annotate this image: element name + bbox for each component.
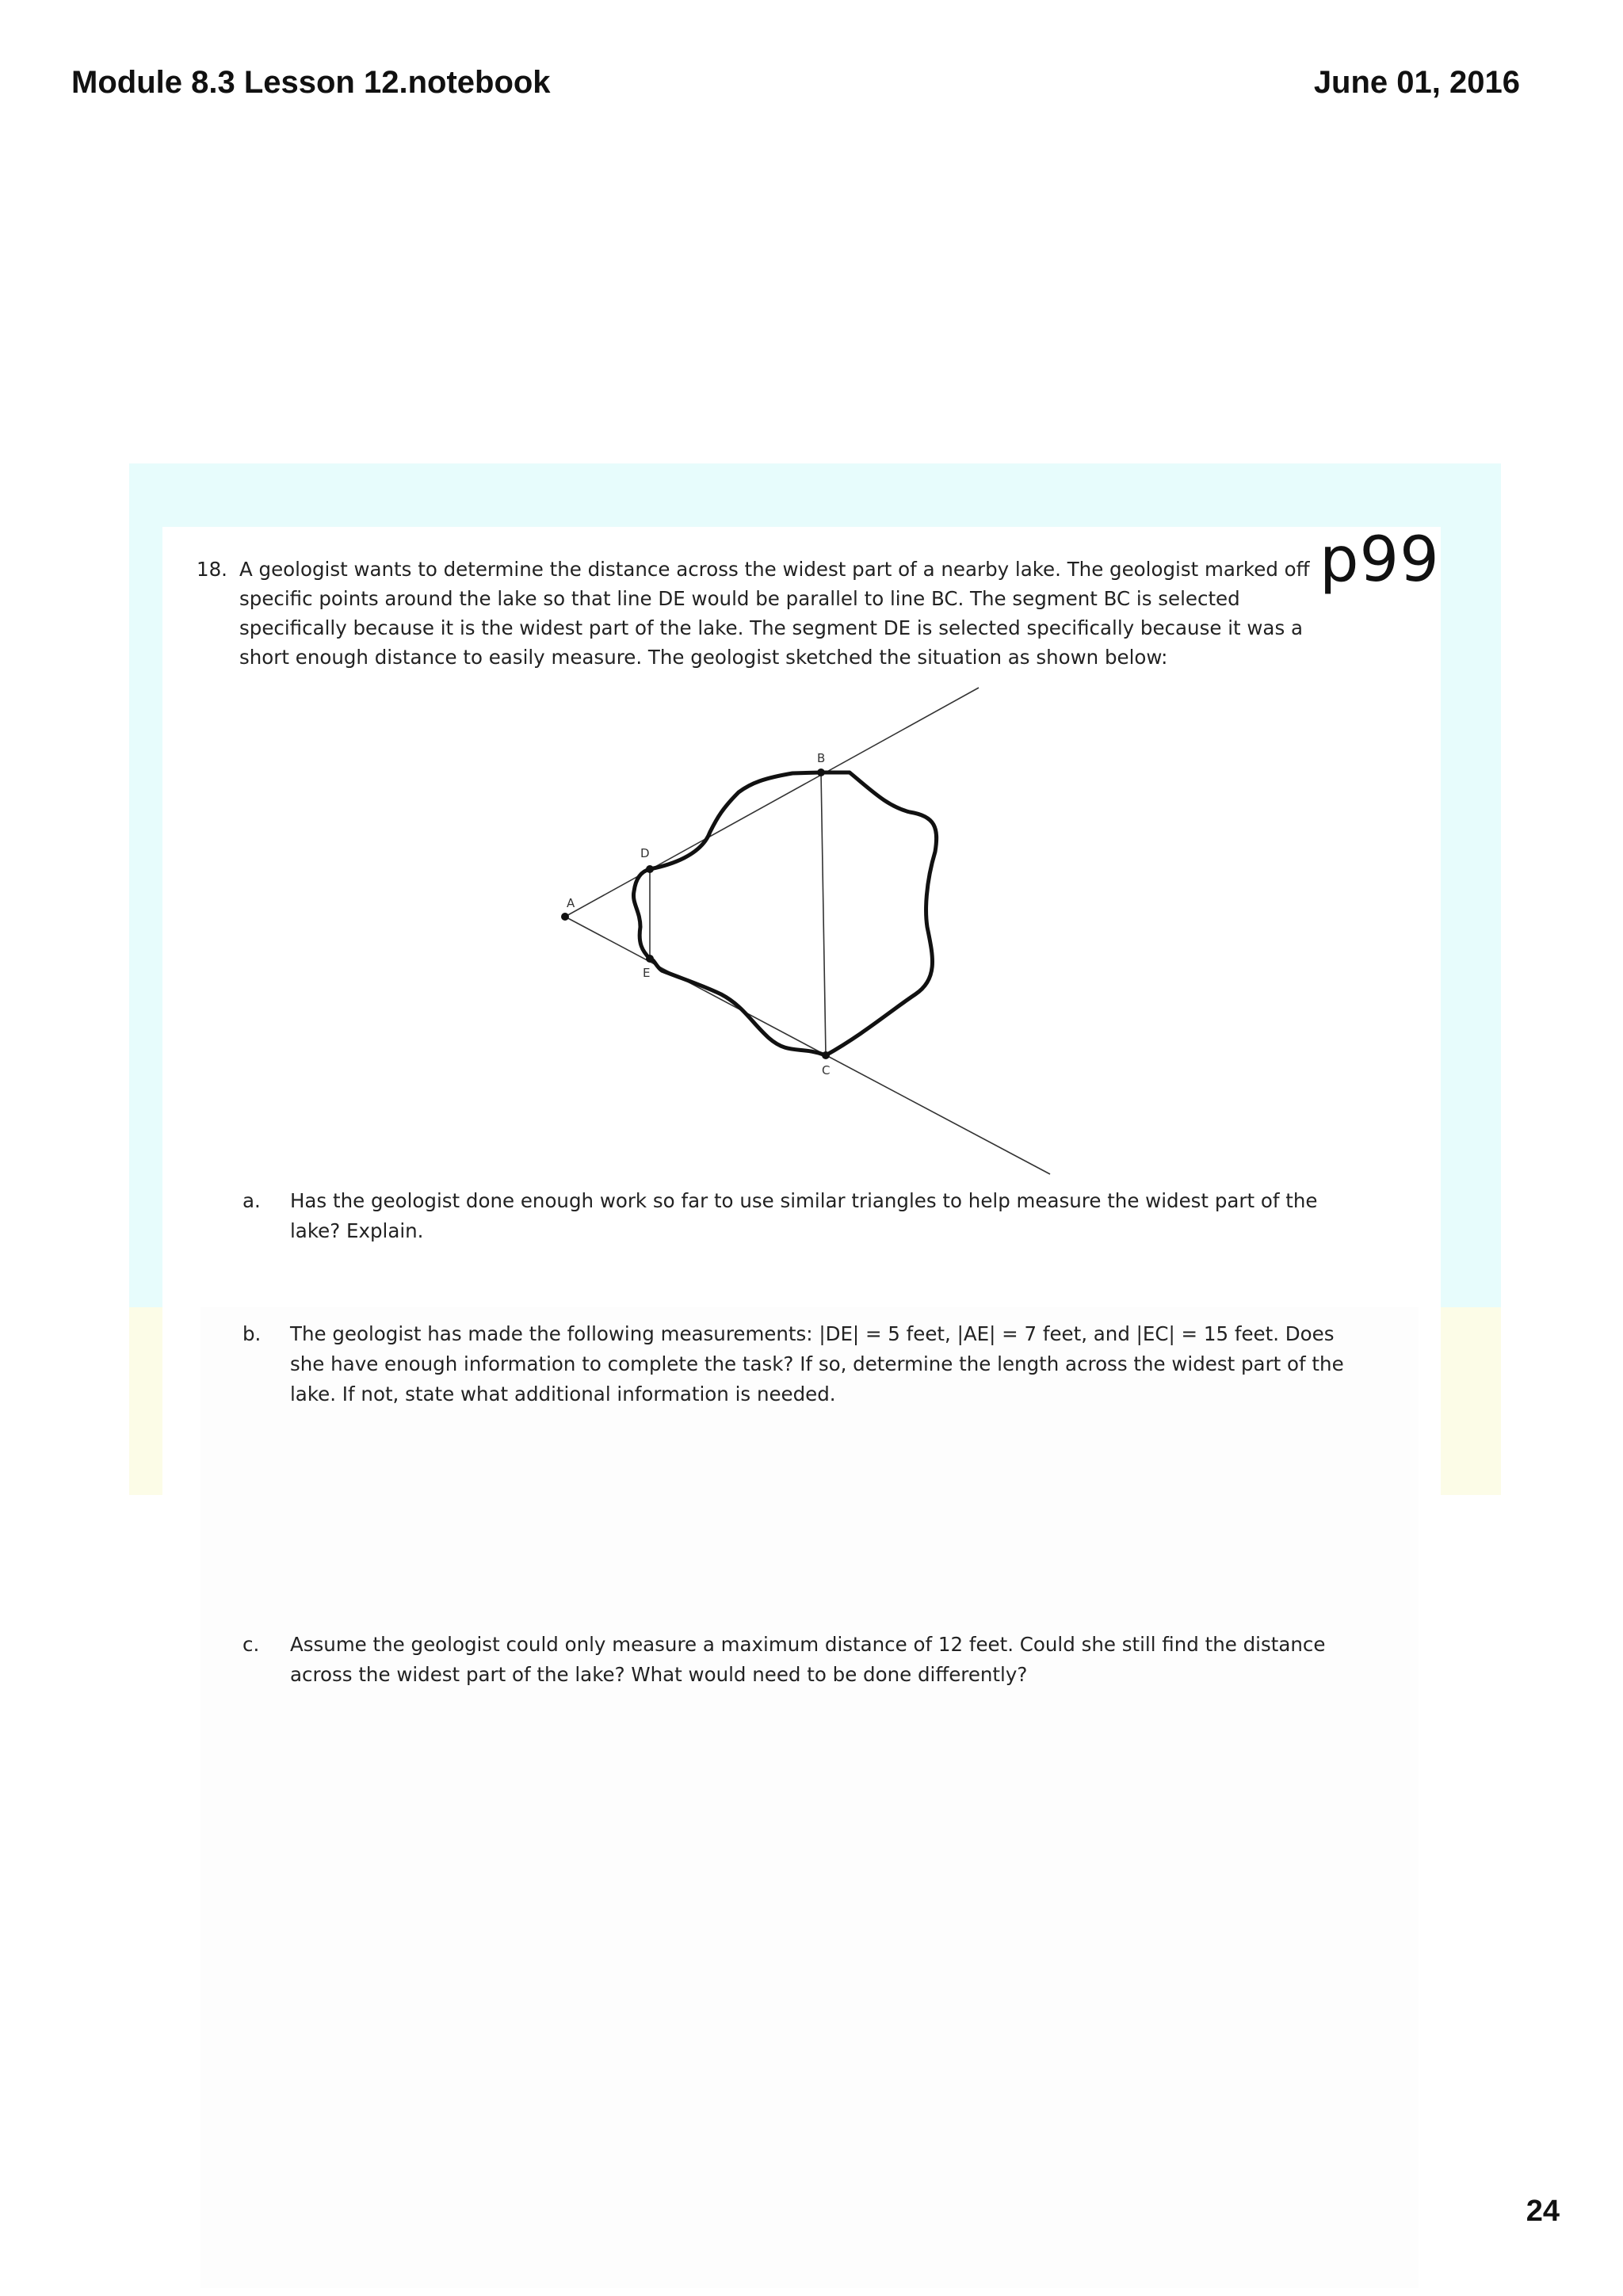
part-b-letter: b. (242, 1322, 262, 1345)
problem-number: 18. (197, 558, 227, 581)
part-a (242, 1186, 1352, 1246)
handwritten-page-note: p99 (1319, 524, 1440, 596)
label-b: B (817, 751, 826, 765)
problem-text: A geologist wants to determine the distance across the widest part of a nearby lake. The geologist marked off specific points around the lake so that line DE would be parallel to line BC. The segment BC is selected specifically because it is the widest part of the lake. The segment DE is selected specifically because it was a short enough distance to easily measure. The geologist sketched the situation as shown below: (239, 558, 1310, 669)
lake-outline (633, 772, 936, 1055)
part-c-letter: c. (242, 1633, 260, 1656)
ray-ab (565, 688, 979, 917)
point-d (646, 865, 654, 873)
label-a: A (567, 896, 575, 910)
segment-bc (821, 772, 826, 1055)
point-b (817, 769, 825, 776)
label-e: E (643, 966, 651, 980)
part-c (242, 1630, 1352, 1690)
notebook-date: June 01, 2016 (1313, 65, 1520, 100)
worksheet-sheet-lower (200, 1307, 1419, 2288)
part-a-text: Has the geologist done enough work so far to use similar triangles to help measure the widest part of the lake? Explain. (290, 1189, 1318, 1242)
point-c (822, 1051, 830, 1059)
part-b-text: The geologist has made the following measurements: |DE| = 5 feet, |AE| = 7 feet, and |EC| = 15 feet. Does she have enough information to complete the task? If so, determine the length across the widest part of the lake. If not, state what additional information is needed. (290, 1322, 1344, 1405)
part-b (242, 1319, 1352, 1409)
part-a-letter: a. (242, 1189, 261, 1212)
notebook-title: Module 8.3 Lesson 12.notebook (71, 65, 551, 100)
ray-ac (565, 917, 1050, 1174)
page-number: 24 (1526, 2195, 1560, 2228)
label-d: D (640, 846, 650, 860)
problem-statement (197, 555, 1338, 672)
label-c: C (822, 1063, 831, 1077)
lake-diagram (539, 673, 1078, 1180)
point-a (561, 913, 569, 921)
point-e (646, 955, 654, 963)
part-c-text: Assume the geologist could only measure a maximum distance of 12 feet. Could she still find the distance across the widest part of the lake? What would need to be done differently? (290, 1633, 1326, 1686)
